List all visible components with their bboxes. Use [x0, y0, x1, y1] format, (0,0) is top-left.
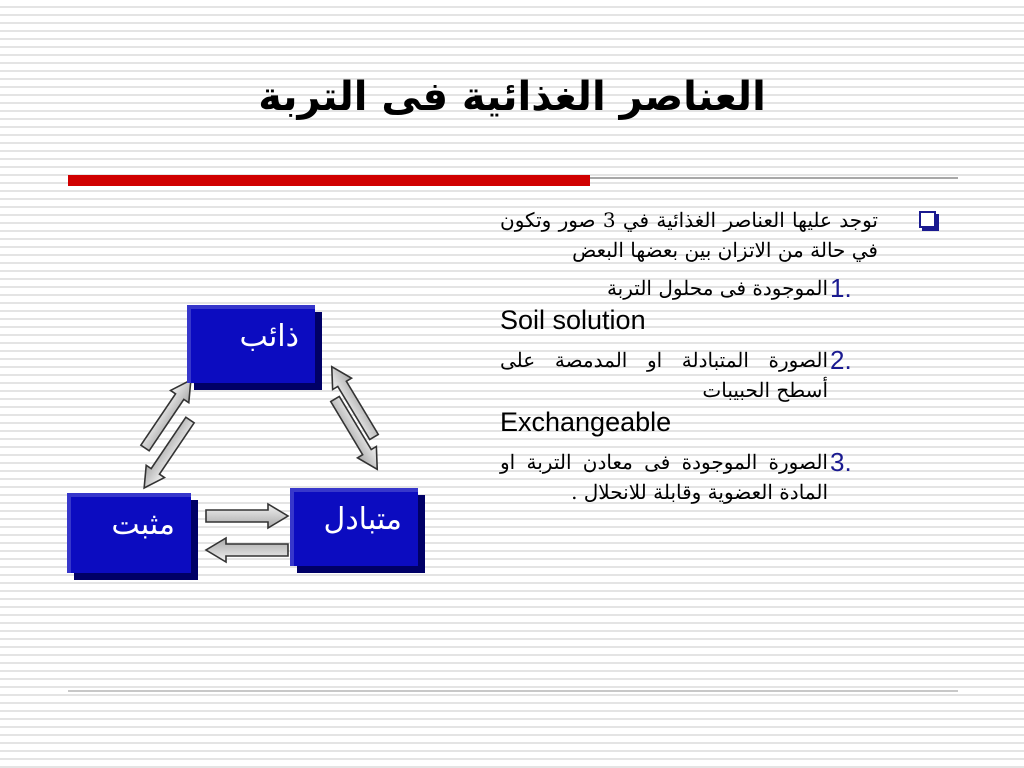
list-item-english: Exchangeable [500, 407, 672, 437]
list-item-number: 3. [830, 447, 852, 477]
arrow-left-down-icon [135, 414, 199, 494]
slide-title: العناصر الغذائية فى التربة [258, 74, 766, 120]
list-item-arabic: الصورة المتبادلة او المدمصة على أسطح الحبيبات [500, 348, 828, 402]
list-item-arabic: الموجودة فى محلول التربة [606, 276, 828, 300]
arrow-horizontal-right-icon [206, 504, 288, 528]
intro-text: توجد عليها العناصر الغذائية في 3 صور وتكون في حالة من الاتزان بين بعضها البعض [500, 208, 878, 262]
list-item-number: 1. [830, 273, 852, 303]
list-item-english: Soil solution [500, 305, 646, 335]
list-item-arabic: الصورة الموجودة فى معادن التربة او المادة العضوية وقابلة للانحلال . [500, 450, 828, 504]
box-exchangeable: متبادل [290, 488, 418, 566]
arrow-horizontal-left-icon [206, 538, 288, 562]
footer-divider [68, 690, 958, 692]
box-fixed: مثبت [67, 493, 191, 573]
box-dissolved: ذائب [187, 305, 315, 383]
list-item-number: 2. [830, 345, 852, 375]
arrow-left-up-icon [136, 374, 200, 454]
